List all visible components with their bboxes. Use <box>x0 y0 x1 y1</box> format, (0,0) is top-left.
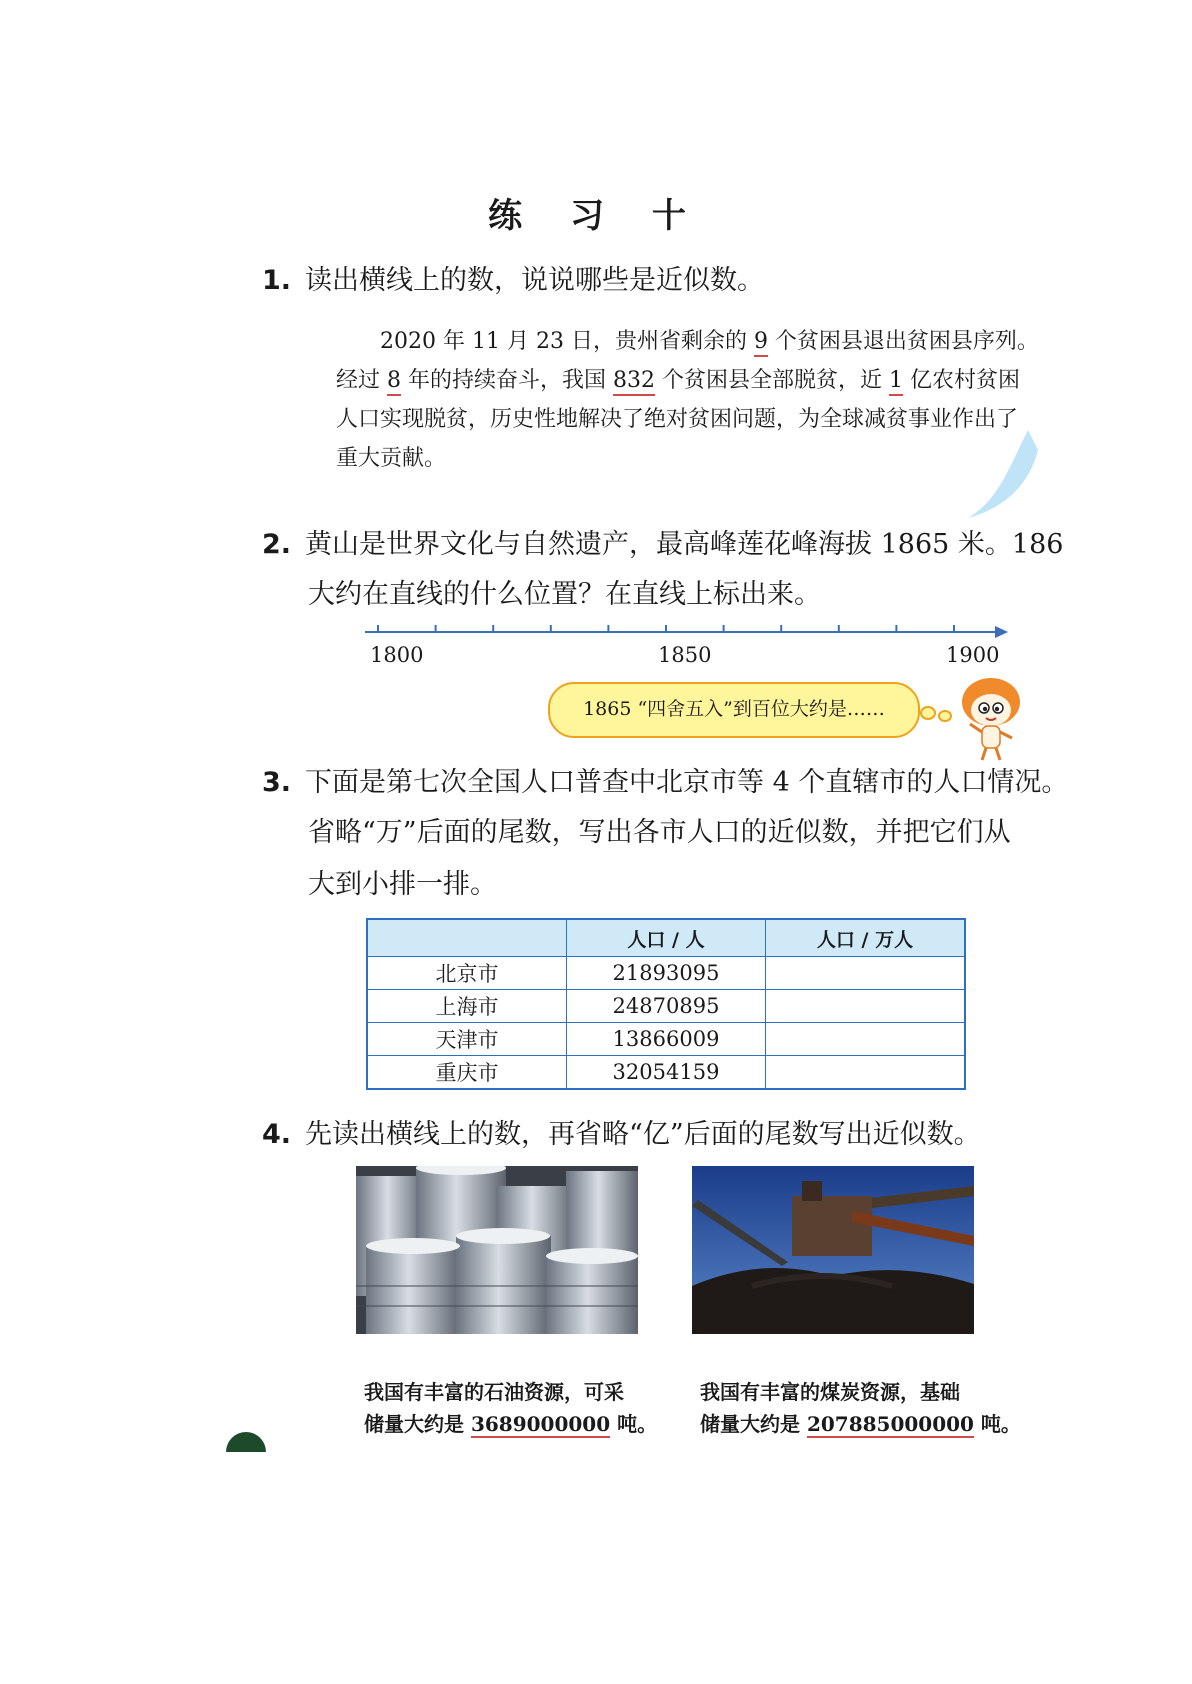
oil-caption: 我国有丰富的石油资源，可采 储量大约是 3689000000 吨。 <box>364 1380 658 1436</box>
underlined-number: 832 <box>613 368 655 396</box>
approx-answer-cell[interactable] <box>766 1056 966 1090</box>
passage-line-1: 2020 年 11 月 23 日，贵州省剩余的 9 个贫困县退出贫困县序列。 <box>336 322 1026 361</box>
population-table <box>366 918 966 1090</box>
coal-conveyor-photo <box>692 1166 974 1334</box>
header-city <box>367 919 567 957</box>
tick-label-1800: 1800 <box>370 643 424 667</box>
population-cell: 24870895 <box>567 990 766 1023</box>
table-row <box>367 957 965 990</box>
hint-text: 1865 “四舍五入”到百位大约是…… <box>583 698 885 720</box>
city-cell: 上海市 <box>367 990 567 1023</box>
q4-text: 先读出横线上的数，再省略“亿”后面的尾数写出近似数。 <box>305 1119 981 1150</box>
underlined-number: 9 <box>754 329 768 357</box>
underlined-number: 8 <box>387 368 401 396</box>
approx-answer-cell[interactable] <box>766 990 966 1023</box>
q2-number: 2. <box>262 529 292 560</box>
mushroom-mascot-icon <box>960 676 1022 762</box>
q4-prompt <box>262 1112 981 1151</box>
q4-number: 4. <box>262 1119 292 1150</box>
header-population: 人口 / 人 <box>567 919 766 957</box>
population-cell: 13866009 <box>567 1023 766 1056</box>
q1-number: 1. <box>262 265 292 296</box>
q2-line-2: 大约在直线的什么位置？在直线上标出来。 <box>308 579 821 610</box>
underlined-number: 1 <box>889 368 903 396</box>
approx-answer-cell[interactable] <box>766 1023 966 1056</box>
population-cell: 21893095 <box>567 957 766 990</box>
q1-prompt <box>262 258 764 297</box>
table-row <box>367 990 965 1023</box>
city-cell: 北京市 <box>367 957 567 990</box>
page-title: 练 习 十 <box>488 196 704 236</box>
tick-label-1900: 1900 <box>946 643 1000 667</box>
q1-text: 读出横线上的数，说说哪些是近似数。 <box>305 265 765 296</box>
header-approx: 人口 / 万人 <box>766 919 966 957</box>
oil-tanks-photo <box>356 1166 638 1334</box>
city-cell: 天津市 <box>367 1023 567 1056</box>
table-header-row <box>367 919 965 957</box>
bubble-dot <box>920 706 936 720</box>
hint-bubble <box>548 682 920 738</box>
coal-caption: 我国有丰富的煤炭资源，基础 储量大约是 207885000000 吨。 <box>700 1380 1021 1436</box>
q3-line-3: 大到小排一排。 <box>308 869 497 900</box>
city-cell: 重庆市 <box>367 1056 567 1090</box>
underlined-number: 3689000000 <box>470 1412 611 1436</box>
tick-label-1850: 1850 <box>658 643 712 667</box>
q3-line-1: 3. 下面是第七次全国人口普查中北京市等 4 个直辖市的人口情况。 <box>262 767 1069 798</box>
number-line-arrow-icon <box>995 626 1008 638</box>
table-row <box>367 1023 965 1056</box>
table-row <box>367 1056 965 1090</box>
q1-passage <box>336 322 1039 478</box>
approx-answer-cell[interactable] <box>766 957 966 990</box>
q2-line-1: 2. 黄山是世界文化与自然遗产，最高峰莲花峰海拔 1865 米。186 <box>262 529 1064 560</box>
bubble-dot <box>938 710 952 722</box>
passage-line-2: 经过 8 年的持续奋斗，我国 832 个贫困县全部脱贫，近 1 亿农村贫困 <box>336 361 1026 400</box>
decorative-swoosh-icon <box>968 430 1038 520</box>
page-corner-tab <box>226 1432 266 1452</box>
underlined-number: 207885000000 <box>806 1412 974 1436</box>
passage-line-3: 人口实现脱贫，历史性地解决了绝对贫困问题，为全球减贫事业作出了 <box>336 407 1019 432</box>
q3-number: 3. <box>262 767 292 798</box>
population-cell: 32054159 <box>567 1056 766 1090</box>
q3-line-2: 省略“万”后面的尾数，写出各市人口的近似数，并把它们从 <box>308 817 1011 848</box>
passage-line-4: 重大贡献。 <box>336 446 447 471</box>
